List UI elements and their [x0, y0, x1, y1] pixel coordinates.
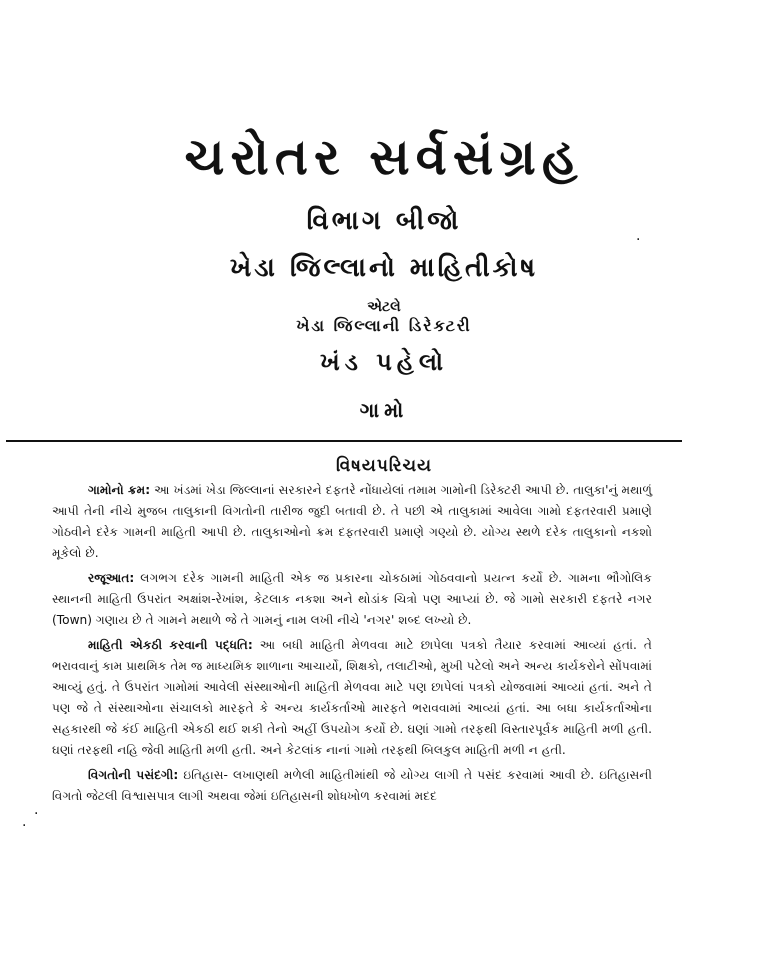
contents-heading: વિષયપરિચય — [335, 456, 433, 476]
paragraph — [52, 480, 652, 564]
volume-label: ખંડ પહેલો — [319, 348, 449, 376]
paragraph-label: વિગતોની પસંદગી: — [88, 768, 179, 782]
paragraph-label: માહિતી એકઠી કરવાની પદ્ધતિ: — [88, 638, 253, 652]
paragraph-label: રજૂઆત: — [88, 571, 135, 585]
paragraph — [52, 568, 652, 631]
contents-body — [52, 480, 652, 811]
paragraph-text: લગભગ દરેક ગામની માહિતી એક જ પ્રકારના ચોકઠામાં ગોઠવવાનો પ્રયત્ન કર્યો છે. ગામના ભૌગોલિક સ્થાનની માહિતી ઉપરાંત અક્ષાંશ-રેખાંશ, કેટલાક નકશા અને થોડાંક ચિત્રો પણ આપ્યાં છે. જે ગામો સરકારી દફતરે નગર (Town) ગણાય છે તે ગામને મથાળે જે તે ગામનું નામ લખી નીચે 'નગર' શબ્દ લખ્યો છે. — [52, 571, 652, 627]
book-title: ચરોતર સર્વસંગ્રહ — [184, 128, 584, 186]
paragraph — [52, 765, 652, 807]
paragraph-text: આ ખંડમાં ખેડા જિલ્લાનાં સરકારને દફતરે નોંધાયેલાં તમામ ગામોની ડિરેક્ટરી આપી છે. તાલુકા'નું મથાળું આપી તેની નીચે મુજબ તાલુકાની વિગતોની તારીજ જુદી બતાવી છે. તે પછી એ તાલુકામાં આવેલા ગામો દફતરવારી પ્રમાણે ગોઠવીને દરેક ગામની માહિતી આપી છે. તાલુકાઓનો ક્રમ દફતરવારી પ્રમાણે ગણ્યો છે. યોગ્ય સ્થળે દરેક તાલુકાનો નકશો મૂકેલો છે. — [52, 483, 652, 560]
part-label: વિભાગ બીજો — [306, 206, 462, 236]
scan-speck: · — [22, 818, 27, 834]
paragraph-text: આ બધી માહિતી મેળવવા માટે છાપેલા પત્રકો તૈયાર કરવામાં આવ્યાં હતાં. તે ભરાવવાનું કામ પ્રાથમિક તેમ જ માધ્યમિક શાળાના આચાર્યો, શિક્ષકો, તલાટીઓ, મુખી પટેલો અને અન્ય કાર્યકરોને સોંપવામાં આવ્યું હતું. તે ઉપરાંત ગામોમાં આવેલી સંસ્થાઓની માહિતી મેળવવા માટે પણ છાપેલાં પત્રકો યોજવામાં આવ્યાં હતાં. અને તે પણ જે તે સંસ્થાઓના સંચાલકો મારફતે કે અન્ય કાર્યકર્તાઓ મારફતે ભરાવવામાં આવ્યાં હતાં. આ બધા કાર્યકર્તાઓના સહકારથી જે કંઈ માહિતી એકઠી થઈ શકી તેનો અહીં ઉપયોગ કર્યો છે. ઘણાં ગામો તરફથી વિસ્તારપૂર્વક માહિતી મળી હતી. ઘણાં તરફથી નહિ જેવી માહિતી મળી હતી. અને કેટલાંક નાનાં ગામો તરફથી બિલકુલ માહિતી મળી ન હતી. — [52, 638, 653, 757]
paragraph — [52, 635, 652, 761]
divider — [6, 440, 682, 442]
subtitle: ખેડા જિલ્લાનો માહિતીકોષ — [229, 253, 539, 283]
scan-speck: · — [636, 232, 641, 248]
connector-text: એટલે — [367, 299, 401, 315]
paragraph-label: ગામોનો ક્રમ: — [88, 483, 151, 497]
section-label: ગામો — [359, 398, 409, 422]
scan-speck: · — [34, 806, 39, 822]
alternate-title: ખેડા જિલ્લાની ડિરેક્ટરી — [296, 316, 472, 335]
paragraph-text: ઇતિહાસ- લખાણથી મળેલી માહિતીમાંથી જે યોગ્ય લાગી તે પસંદ કરવામાં આવી છે. ઇતિહાસની વિગતો જેટલી વિશ્વાસપાત્ર લાગી અથવા જેમાં ઇતિહાસની શોધખોળ કરવામાં મદદ — [52, 768, 652, 803]
